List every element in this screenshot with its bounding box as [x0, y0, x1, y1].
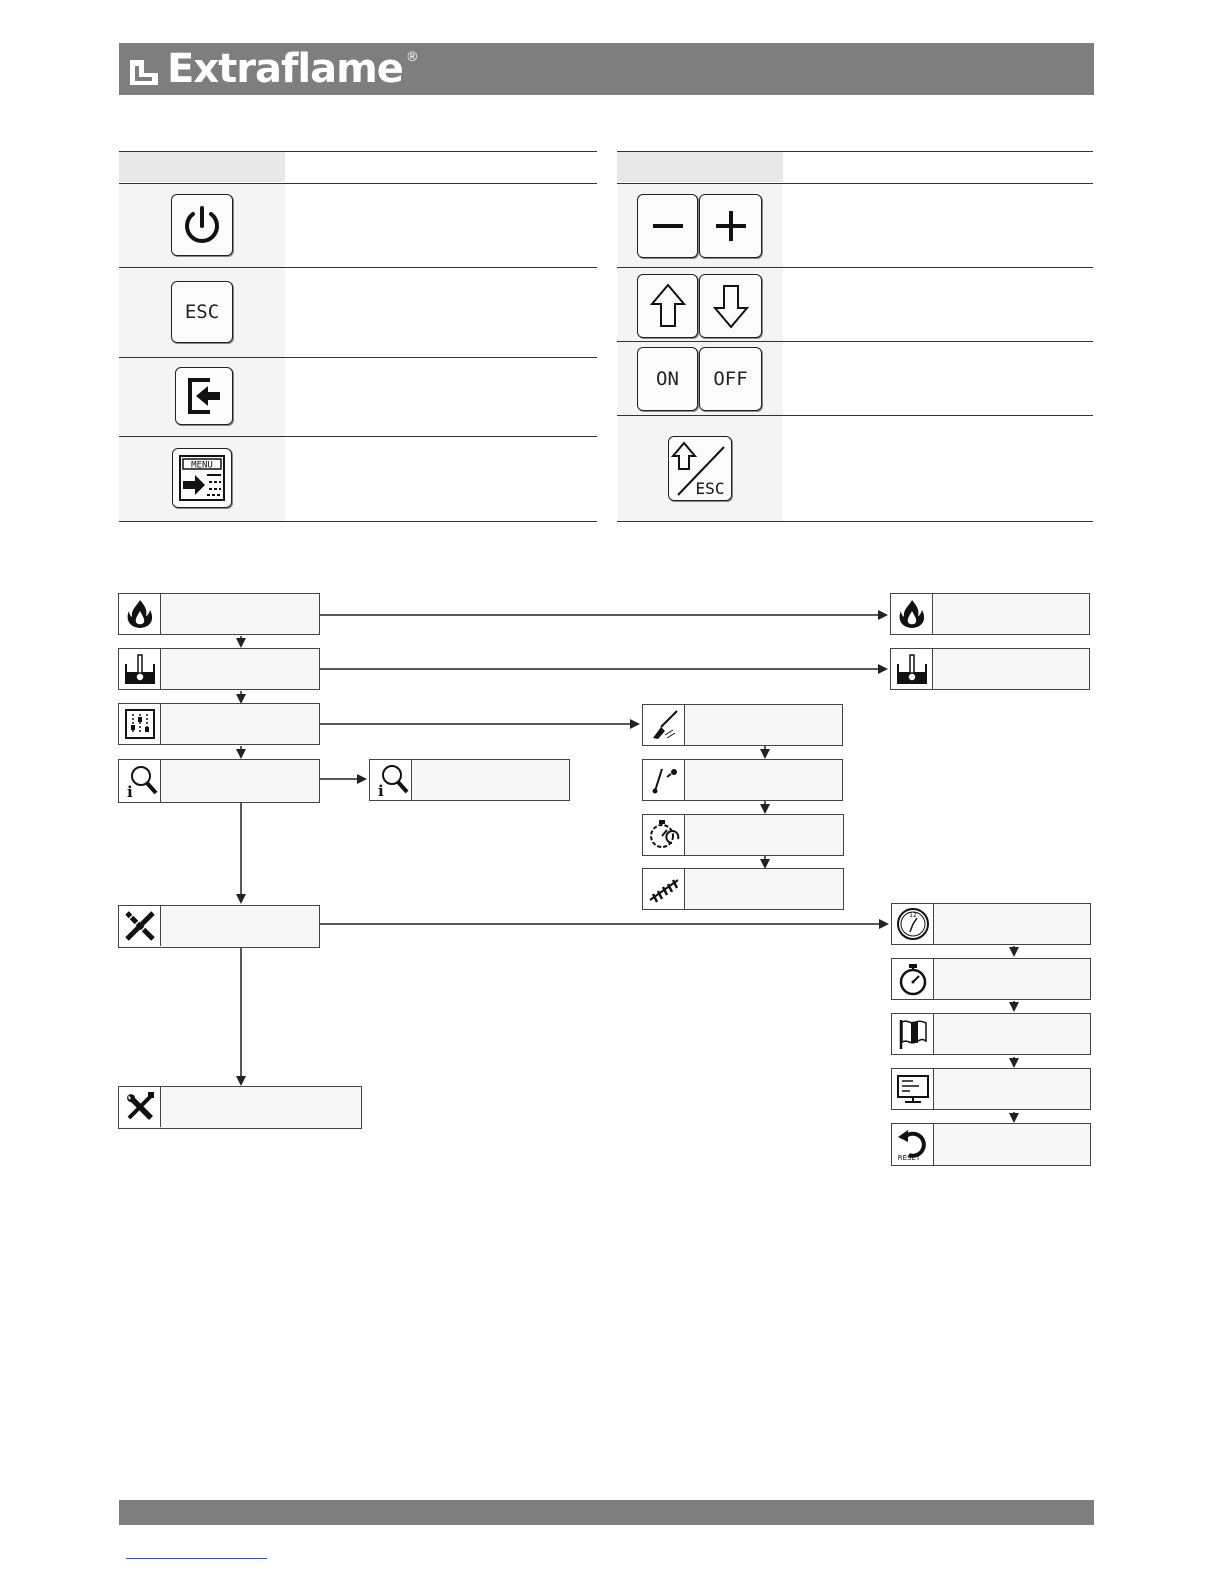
- auger-icon: [643, 869, 685, 909]
- switch-icon: [643, 760, 685, 800]
- footer-link-underline[interactable]: [126, 1558, 267, 1559]
- svg-text:i: i: [126, 783, 133, 799]
- brand-name: Extraflame: [167, 46, 403, 92]
- menu-item-cleaning[interactable]: [642, 704, 843, 746]
- menu-item-switch[interactable]: [642, 759, 843, 801]
- flame-icon: [119, 594, 161, 634]
- wrench-screwdriver-icon: [119, 1087, 161, 1127]
- clock-label: 12: [908, 912, 917, 919]
- menu-item-timer-load[interactable]: [642, 814, 844, 856]
- esc-label: ESC: [184, 301, 220, 323]
- menu-item-temperature-detail[interactable]: [890, 648, 1090, 690]
- menu-item-reset[interactable]: [891, 1123, 1091, 1166]
- clock-icon: [892, 904, 934, 944]
- broom-icon: [643, 705, 685, 745]
- footer-bar: [119, 1500, 1094, 1525]
- stopwatch-icon: [892, 959, 934, 999]
- menu-label: MENU: [191, 460, 213, 471]
- up-esc-label: ESC: [695, 478, 725, 498]
- menu-item-technical-menu[interactable]: [118, 1086, 362, 1129]
- thermometer-tank-icon: [891, 649, 933, 689]
- info-search-icon: [119, 760, 161, 802]
- menu-item-combustion-detail[interactable]: [890, 593, 1090, 635]
- menu-item-language[interactable]: [891, 1013, 1091, 1055]
- on-label: ON: [656, 368, 679, 390]
- info-search-icon: [370, 760, 412, 800]
- menu-item-clock[interactable]: [891, 903, 1091, 945]
- menu-item-display[interactable]: [891, 1068, 1091, 1110]
- menu-item-combustion[interactable]: [118, 593, 320, 635]
- menu-item-info[interactable]: [118, 759, 320, 803]
- menu-item-user-menu[interactable]: [118, 905, 320, 948]
- flame-icon: [891, 594, 933, 634]
- menu-item-auger[interactable]: [642, 868, 844, 910]
- pencil-ruler-icon: [119, 906, 161, 946]
- off-label: OFF: [713, 368, 748, 390]
- reset-label: RESET: [897, 1153, 920, 1162]
- svg-text:i: i: [377, 782, 384, 798]
- monitor-icon: [892, 1069, 934, 1109]
- menu-item-temperature[interactable]: [118, 648, 320, 690]
- sliders-icon: [119, 704, 161, 744]
- menu-item-info-detail[interactable]: [369, 759, 570, 801]
- thermometer-tank-icon: [119, 649, 161, 689]
- stopwatch-cycle-icon: [643, 815, 685, 855]
- flag-icon: [892, 1014, 934, 1054]
- registered-mark: ®: [405, 50, 418, 65]
- reset-icon: [892, 1124, 934, 1165]
- menu-item-chrono[interactable]: [891, 958, 1091, 1000]
- menu-item-settings[interactable]: [118, 703, 320, 745]
